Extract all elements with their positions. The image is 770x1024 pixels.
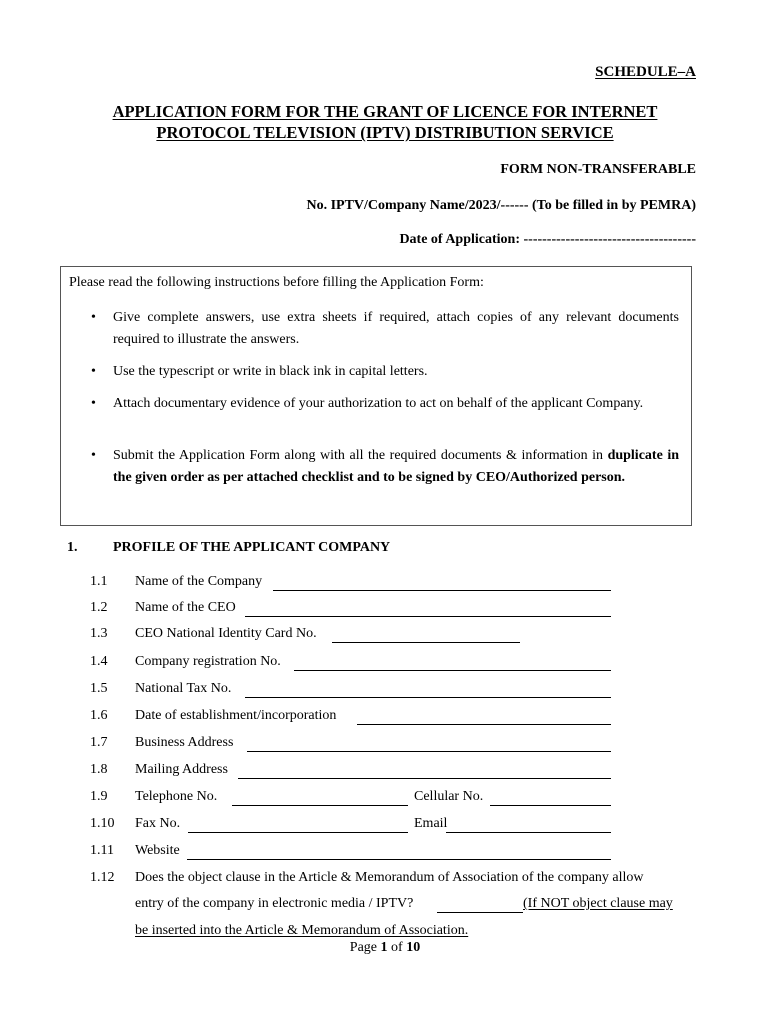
- national-tax-no-input[interactable]: [245, 683, 611, 698]
- field-label: Name of the CEO: [135, 600, 236, 615]
- bullet-icon: •: [91, 310, 96, 325]
- field-number: 1.10: [90, 816, 115, 831]
- field-establishment-date: [90, 708, 620, 728]
- field-label: Telephone No.: [135, 789, 218, 804]
- form-title: [60, 101, 710, 143]
- form-number: No. IPTV/Company Name/2023/------ (To be filled in by PEMRA): [306, 198, 696, 213]
- field-label: CEO National Identity Card No.: [135, 626, 317, 641]
- field-number: 1.5: [90, 681, 108, 696]
- field-label: Company registration No.: [135, 654, 281, 669]
- field-registration-no: [90, 654, 620, 674]
- section-number: 1.: [67, 540, 78, 555]
- field-number: 1.2: [90, 600, 108, 615]
- field-label: Mailing Address: [135, 762, 228, 777]
- page-total: 10: [406, 940, 421, 955]
- field-telephone-cellular: [90, 789, 620, 809]
- instruction-item: [91, 393, 679, 415]
- field-label: Date of establishment/incorporation: [135, 708, 337, 723]
- field-number: 1.1: [90, 574, 108, 589]
- form-title-line1: APPLICATION FORM FOR THE GRANT OF LICENCE FOR INTERNET: [112, 102, 658, 121]
- ceo-cnic-input[interactable]: [332, 628, 520, 643]
- page-of: of: [387, 940, 407, 955]
- field-ceo-name: [90, 600, 620, 620]
- field-label: National Tax No.: [135, 681, 232, 696]
- instructions-intro: Please read the following instructions before filling the Application Form:: [69, 275, 484, 290]
- field-number: 1.9: [90, 789, 108, 804]
- bullet-icon: •: [91, 448, 96, 463]
- cellular-input[interactable]: [490, 791, 611, 806]
- page-prefix: Page: [349, 940, 381, 955]
- field-mailing-address: [90, 762, 620, 782]
- business-address-input[interactable]: [247, 737, 611, 752]
- establishment-date-input[interactable]: [357, 710, 611, 725]
- field-label: Does the object clause in the Article & Memorandum of Association of the company allow: [135, 870, 644, 885]
- field-national-tax-no: [90, 681, 620, 701]
- object-clause-note: (If NOT object clause may: [523, 896, 673, 911]
- email-input[interactable]: [446, 818, 611, 833]
- instruction-text: Use the typescript or write in black ink in capital letters.: [113, 364, 428, 379]
- field-label-secondary: Cellular No.: [414, 789, 484, 804]
- field-company-name: [90, 574, 620, 594]
- instruction-item: [91, 445, 680, 489]
- field-number: 1.6: [90, 708, 108, 723]
- non-transferable-label: FORM NON-TRANSFERABLE: [500, 162, 696, 177]
- fax-input[interactable]: [188, 818, 408, 833]
- instruction-text: Give complete answers, use extra sheets if required, attach copies of any relevant documents required to illustrate the answers.: [113, 310, 679, 347]
- instruction-text: Attach documentary evidence of your authorization to act on behalf of the applicant Company.: [113, 396, 644, 411]
- field-label: Website: [135, 843, 180, 858]
- field-object-clause: [90, 870, 700, 940]
- object-clause-note-continued: be inserted into the Article & Memorandum of Association.: [135, 923, 469, 938]
- instruction-text-bold: duplicate in the given order as per attached checklist and to be signed by CEO/Authorized person.: [113, 448, 680, 485]
- telephone-input[interactable]: [232, 791, 408, 806]
- field-number: 1.11: [90, 843, 114, 858]
- mailing-address-input[interactable]: [238, 764, 611, 779]
- field-label-secondary: Email: [414, 816, 448, 831]
- date-of-application: Date of Application: -------------------------------------: [399, 232, 696, 247]
- object-clause-input[interactable]: [437, 898, 523, 913]
- bullet-icon: •: [91, 396, 96, 411]
- instruction-text: Submit the Application Form along with all the required documents & information in: [113, 448, 604, 463]
- field-number: 1.3: [90, 626, 108, 641]
- field-ceo-cnic: [90, 626, 620, 646]
- field-number: 1.8: [90, 762, 108, 777]
- field-number: 1.12: [90, 870, 115, 885]
- bullet-icon: •: [91, 364, 96, 379]
- ceo-name-input[interactable]: [245, 602, 611, 617]
- instruction-item: [91, 361, 679, 383]
- field-business-address: [90, 735, 620, 755]
- form-title-line2: PROTOCOL TELEVISION (IPTV) DISTRIBUTION SERVICE: [156, 123, 614, 142]
- section-title: PROFILE OF THE APPLICANT COMPANY: [113, 540, 391, 555]
- field-fax-email: [90, 816, 620, 836]
- page-current: 1: [380, 940, 388, 955]
- field-number: 1.4: [90, 654, 108, 669]
- field-label-continued: entry of the company in electronic media / IPTV?: [135, 896, 414, 911]
- field-label: Business Address: [135, 735, 234, 750]
- company-name-input[interactable]: [273, 576, 611, 591]
- field-number: 1.7: [90, 735, 108, 750]
- instruction-item: [91, 307, 679, 351]
- field-label: Name of the Company: [135, 574, 263, 589]
- field-website: [90, 843, 620, 863]
- page-number: [0, 940, 770, 956]
- website-input[interactable]: [187, 845, 611, 860]
- schedule-label: SCHEDULE–A: [595, 64, 696, 80]
- field-label: Fax No.: [135, 816, 181, 831]
- registration-no-input[interactable]: [294, 656, 611, 671]
- instructions-box: [60, 266, 692, 526]
